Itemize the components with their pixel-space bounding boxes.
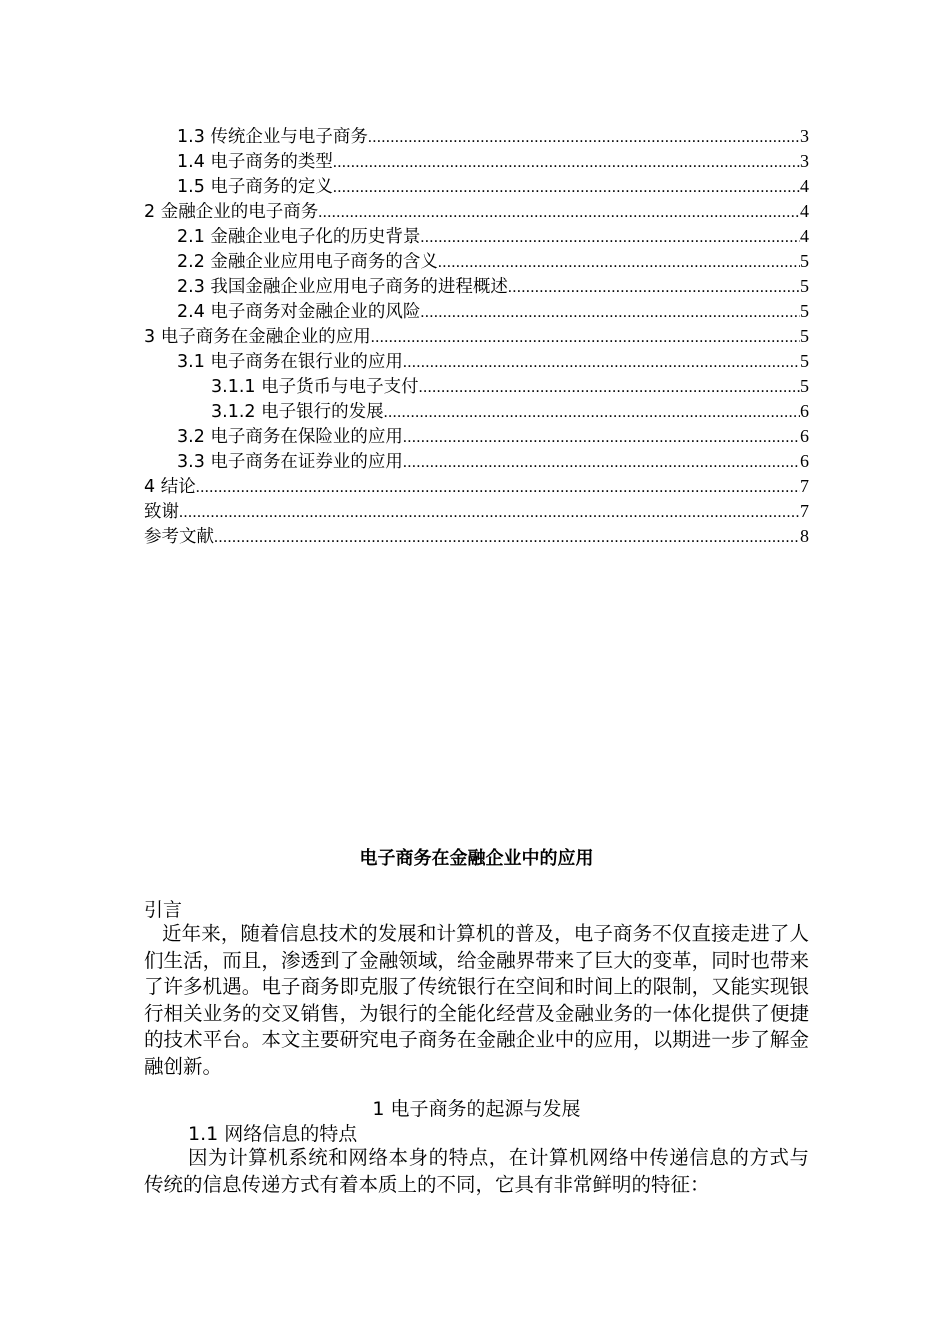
toc-dot-leader: [333, 175, 800, 200]
toc-dot-leader: [196, 475, 800, 500]
toc-dot-leader: [371, 325, 800, 350]
toc-entry[interactable]: [144, 374, 809, 399]
toc-entry-title: 2.3 我国金融企业应用电子商务的进程概述: [177, 277, 508, 297]
toc-entry-page-number: 6: [800, 426, 809, 446]
toc-entry-page-number: 5: [800, 301, 809, 321]
toc-entry-page-number: 5: [800, 276, 809, 296]
toc-entry-page-number: 5: [800, 351, 809, 371]
toc-entry-page-number: 3: [800, 126, 809, 146]
toc-entry-title: 1.3 传统企业与电子商务: [177, 127, 368, 147]
toc-entry[interactable]: [144, 524, 809, 549]
toc-entry[interactable]: [144, 299, 809, 324]
toc-dot-leader: [384, 400, 800, 425]
toc-entry[interactable]: [144, 224, 809, 249]
toc-dot-leader: [438, 250, 800, 275]
toc-dot-leader: [333, 150, 800, 175]
toc-entry-title: 2.4 电子商务对金融企业的风险: [177, 302, 421, 322]
toc-entry-title: 1.5 电子商务的定义: [177, 177, 333, 197]
toc-dot-leader: [419, 375, 800, 400]
toc-entry-title: 1.4 电子商务的类型: [177, 152, 333, 172]
toc-entry[interactable]: [144, 474, 809, 499]
toc-dot-leader: [420, 300, 800, 325]
toc-entry-title: 致谢: [144, 502, 179, 522]
toc-entry-page-number: 5: [800, 251, 809, 271]
toc-entry-title: 3.1.2 电子银行的发展: [211, 402, 384, 422]
toc-dot-leader: [214, 525, 800, 550]
toc-entry[interactable]: [144, 324, 809, 349]
toc-entry-title: 3 电子商务在金融企业的应用: [144, 327, 371, 347]
toc-entry-page-number: 4: [800, 201, 809, 221]
toc-entry-page-number: 6: [800, 451, 809, 471]
toc-entry[interactable]: [144, 124, 809, 149]
toc-entry[interactable]: [144, 149, 809, 174]
toc-entry-title: 参考文献: [144, 527, 214, 547]
toc-dot-leader: [318, 200, 800, 225]
toc-entry-page-number: 4: [800, 226, 809, 246]
toc-entry-page-number: 3: [800, 151, 809, 171]
toc-entry[interactable]: [144, 424, 809, 449]
section-heading: 1 电子商务的起源与发展: [372, 1098, 581, 1120]
toc-entry-page-number: 5: [800, 376, 809, 396]
toc-entry[interactable]: [144, 199, 809, 224]
body-paragraph: 因为计算机系统和网络本身的特点，在计算机网络中传递信息的方式与传统的信息传递方式有着本质上的不同，它具有非常鲜明的特征：: [144, 1146, 809, 1196]
document-title: 电子商务在金融企业中的应用: [359, 848, 594, 869]
toc-entry-page-number: 4: [800, 176, 809, 196]
table-of-contents: [144, 124, 809, 549]
toc-entry-title: 3.2 电子商务在保险业的应用: [177, 427, 403, 447]
toc-dot-leader: [403, 425, 800, 450]
intro-paragraph: 近年来，随着信息技术的发展和计算机的普及，电子商务不仅直接走进了人们生活，而且，渗透到了金融领域，给金融界带来了巨大的变革，同时也带来了许多机遇。电子商务即克服了传统银行在空间和时间上的限制，又能实现银行相关业务的交叉销售，为银行的全能化经营及金融业务的一体化提供了便捷的技术平台。本文主要研究电子商务在金融企业中的应用，以期进一步了解金融创新。: [144, 922, 809, 1078]
toc-dot-leader: [179, 500, 800, 525]
toc-entry-title: 2.2 金融企业应用电子商务的含义: [177, 252, 438, 272]
toc-entry-title: 3.3 电子商务在证券业的应用: [177, 452, 403, 472]
subsection-heading: 1.1 网络信息的特点: [188, 1123, 358, 1145]
toc-dot-leader: [403, 350, 800, 375]
toc-dot-leader: [368, 125, 800, 150]
toc-entry[interactable]: [144, 274, 809, 299]
toc-entry-title: 2.1 金融企业电子化的历史背景: [177, 227, 421, 247]
toc-dot-leader: [508, 275, 800, 300]
toc-entry-title: 4 结论: [144, 477, 196, 497]
toc-dot-leader: [420, 225, 800, 250]
toc-dot-leader: [403, 450, 800, 475]
toc-entry[interactable]: [144, 449, 809, 474]
toc-entry-page-number: 5: [800, 326, 809, 346]
toc-entry[interactable]: [144, 399, 809, 424]
toc-entry-page-number: 7: [800, 476, 809, 496]
toc-entry-title: 3.1.1 电子货币与电子支付: [211, 377, 419, 397]
toc-entry-title: 2 金融企业的电子商务: [144, 202, 319, 222]
toc-entry-page-number: 6: [800, 401, 809, 421]
toc-entry[interactable]: [144, 349, 809, 374]
toc-entry[interactable]: [144, 499, 809, 524]
intro-heading: 引言: [144, 899, 183, 921]
toc-entry-title: 3.1 电子商务在银行业的应用: [177, 352, 403, 372]
toc-entry[interactable]: [144, 174, 809, 199]
toc-entry[interactable]: [144, 249, 809, 274]
toc-entry-page-number: 8: [800, 526, 809, 546]
toc-entry-page-number: 7: [800, 501, 809, 521]
